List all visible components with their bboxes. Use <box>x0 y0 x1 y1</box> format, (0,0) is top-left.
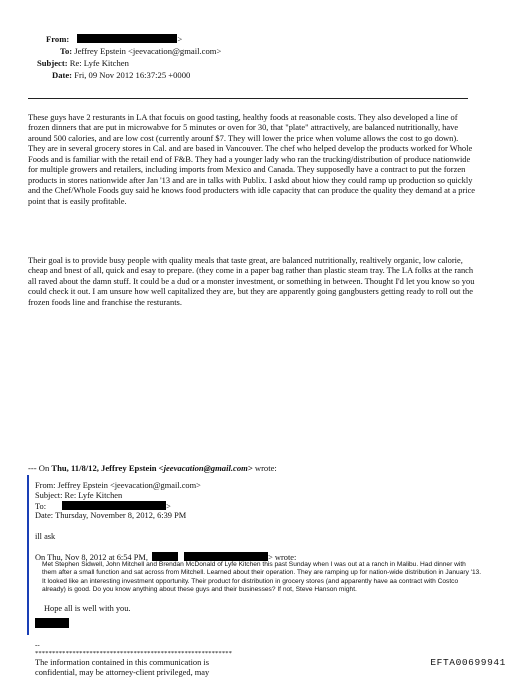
redaction-box <box>152 552 178 561</box>
quoted-inner-message: Met Stephen Sidwell, John Mitchell and Brendan McDonald of Lyfe Kitchen this past Sunday when I was out at a ranch in Malibu. Had dinner with them after a small function and sat across from Mitchell. Learned about their operation. They are ramping up for nation-wide distribution in January '13. It looked like an interesting investment opportunity. Their product for distribution in grocery stores (and apparently have aa contract with Costco already) is good. Do you know anything about these guys and their businesses? If not, Steve Hanson might. <box>42 561 482 593</box>
body-paragraph-3 <box>28 255 480 307</box>
subject-label: Subject: <box>37 58 68 68</box>
quoted-hope: Hope all is well with you. <box>44 604 131 613</box>
quoted-redaction-row <box>35 618 69 630</box>
quoted-from: From: Jeffrey Epstein <jeevacation@gmail.com> <box>35 481 201 490</box>
body-text-1: These guys have 2 resturants in LA that focuis on good tasting, healthy foods at reasonable costs. They also developed a line of frozen dinners that are put in microwabve for 5 minutes or oven for 30, that "plate" attractively, are balanced nutritionally, have around 500 calories, and are low cost (currently arounf $7. They will lower the price when volume allows the cost to go down). <box>28 112 459 143</box>
wrote-email: <jeevacation@gmail.com> <box>158 463 253 473</box>
body-text-3: Their goal is to provide busy people with quality meals that taste great, are balanced nutritionally, realtively organic, low calorie, cheap and bnest of all, quick and esay to prepare. (they come in a paper bag rather than plastic steam tray. The LA folks at the ranch all raved about the damn stuff. It could be a dud or a monster investment, or something in between. Thought I'd let you know so you could check it out. I am unsure how well capitalized they are, but they are apparently going gangbusters getting ready to roll out the frozen foods line and franchise the resturants. <box>28 255 475 307</box>
subject-value: Re: Lyfe Kitchen <box>69 58 129 68</box>
to-value: Jeffrey Epstein <jeevacation@gmail.com> <box>74 46 222 56</box>
header-date-row <box>52 69 190 82</box>
sig-dashes: -- <box>35 641 40 649</box>
to-label: To: <box>60 46 73 56</box>
conf-line-1: The information contained in this communication is <box>35 658 209 667</box>
from-label: From: <box>46 34 70 44</box>
body-text-2: They are in several grocery stores in Cal. and are based in Vancouver. The chef who helped develop the products worked for Whole Foods and is familiar with the retail end of F&B. They had a younger lady who ran the trucking/distribution of produce nationwide for multiple growers and retailers, including imports from Mexico and Canada. They supposedly have a contract to put the forzen products in stores nationwide after Jan '13 and are in talks with Publix. I askd about hiow they could ramp up production so quickly and the Chef/Whole Foods guy said he knows food producters with idle capacity that can produce the quality they demand at a price point that is easily profitable. <box>28 143 476 206</box>
date-value: Fri, 09 Nov 2012 16:37:25 +0000 <box>74 70 191 80</box>
quote-bar <box>27 475 29 635</box>
redaction-box <box>184 552 268 561</box>
document-id: EFTA00699941 <box>430 657 506 668</box>
quoted-on-thu-row: On Thu, Nov 8, 2012 at 6:54 PM, > wrote: <box>35 553 297 562</box>
header-divider <box>28 98 468 99</box>
wrote-line: --- On Thu, 11/8/12, Jeffrey Epstein <jeevacation@gmail.com> wrote: <box>28 463 277 473</box>
quoted-subject: Subject: Re: Lyfe Kitchen <box>35 491 123 500</box>
redaction-box <box>35 618 69 628</box>
body-paragraph-1 <box>28 112 480 206</box>
quoted-date: Date: Thursday, November 8, 2012, 6:39 PM <box>35 511 187 520</box>
sig-stars: ********************************************************** <box>35 650 233 657</box>
redaction-box <box>77 34 177 43</box>
header-subject-row <box>37 57 129 70</box>
date-label: Date: <box>52 70 73 80</box>
header-to-row <box>60 45 221 58</box>
redaction-box <box>62 501 166 510</box>
quoted-ill-ask: ill ask <box>35 532 56 541</box>
quoted-to-row: To: > <box>35 502 171 511</box>
header-from-row: From: > <box>46 34 183 44</box>
conf-line-2: confidential, may be attorney-client privileged, may <box>35 668 210 677</box>
